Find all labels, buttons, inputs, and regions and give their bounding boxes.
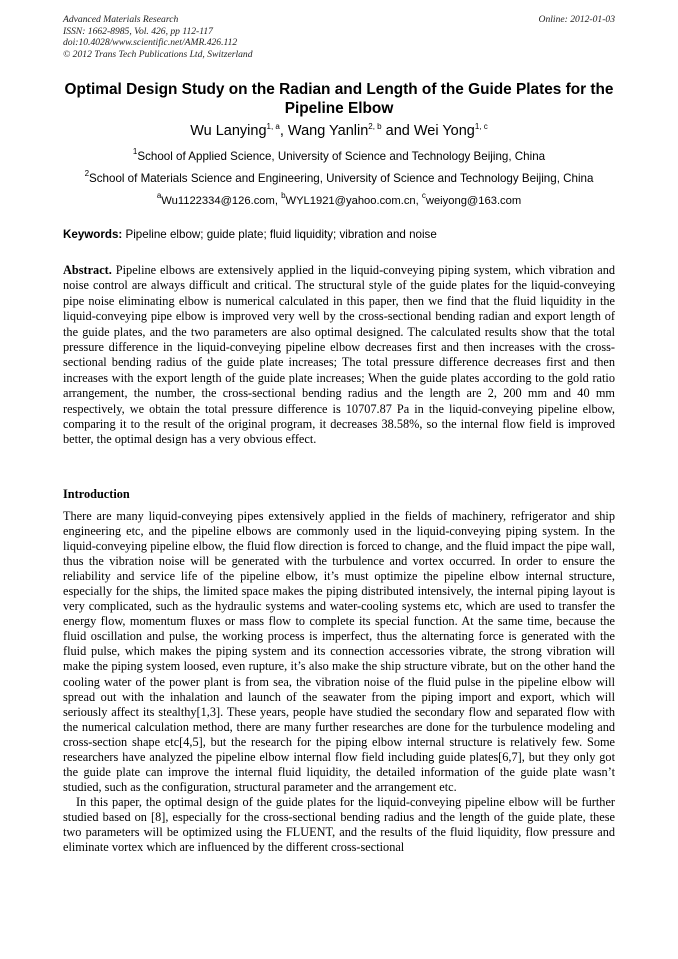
email-mark: a [156,191,162,200]
author-affiliation-mark: 1, c [474,122,488,131]
author-affiliation-mark: 2, b [368,122,382,131]
copyright-line: © 2012 Trans Tech Publications Ltd, Switzerland [63,48,253,60]
email-mark: c [421,191,426,200]
paragraph: There are many liquid-conveying pipes extensively applied in the fields of machinery, refrigerator and ship engineering etc, and the pipeline elbows are commonly used in the liquid-conveying piping system. In the liquid-conveying pipeline elbow, the fluid flow direction is forced to change, and the fluid impact the pipe wall, thus the vibration noise will be generated with the turbulence and vortex occurred. In order to ensure the reliability and service life of the pipeline elbow, it’s must optimize the pipeline elbow internal structure, especially for the ships, the limited space makes the piping distributed intensively, the internal piping layout is very complicated, such as the hydraulic systems and water-cooling systems etc, which are used to transfer the energy flow, momentum fluxes or mass flow to complete its special function. At the same time, because the fluid oscillation and pulse, the working process is imperfect, thus the alternating force is generated with the fluid pulse, which makes the piping system and its connection accessories vibrate, the strong vibration will make the piping system loosed, even rupture, it’s also make the ship structure vibrate, but on the other hand the cooling water of the power plant is from sea, the vibration noise of the fluid pulse in the pipeline elbow will spread out with the inhalation and launch of the seawater from the piping import and export, which will seriously affect its stealthy[1,3]. These years, people have studied the secondary flow and separated flow with the numerical calculation method, there are many further researches are done for the turbulence modeling and cross-section shape etc[4,5], but the research for the piping elbow internal structure is relatively few. Some researchers have analyzed the pipeline elbow internal flow field including guide plates[6,7], but they only got the guide plate can improve the internal fluid liquidity, the detailed information of the guide plate wasn’t studied, such as the configuration, structural parameter and the arrangement etc. [63,509,615,794]
paragraph: In this paper, the optimal design of the guide plates for the liquid-conveying pipeline elbow will be further studied based on [8], especially for the cross-sectional bending radius and the length of the guide plate, these two parameters will be optimized using the FLUENT, and the results of the fluid liquidity, flow pressure and eliminate vortex which are influenced by the different cross-sectional [63,794,615,855]
abstract [63,263,615,448]
author-separator: and [381,123,414,139]
affiliation-mark: 2 [84,169,90,178]
abstract-label: Abstract. [63,263,112,277]
email-address: Wu1122334@126.com, [161,195,282,207]
keywords-label: Keywords: [63,228,123,241]
author-name: Wei Yong [413,123,475,139]
author-name: Wang Yanlin [287,123,369,139]
author-separator: , [279,123,288,139]
affiliation-text: School of Materials Science and Engineering, University of Science and Technology Beijing, China [89,172,594,185]
abstract-text: Pipeline elbows are extensively applied in the liquid-conveying piping system, which vibration and noise control are always difficult and critical. The structural style of the guide plates for the liquid-conveying pipe noise eliminating elbow is numerical calculated in this paper, then we find that the fluid liquidity in the liquid-conveying pipe elbow is improved very well by the cross-sectional bending radian and export length of the guide plates, and the two parameters are also optimal designed. The calculated results show that the total pressure difference in the liquid-conveying pipeline elbow decreases first and then increases with the cross-sectional bending radius of the guide plate increases; The total pressure difference decreases first and then increases with the export length of the guide plate increases; When the guide plates according to the gold ratio arrangement, the number, the cross-sectional bending radius and the length are 2, 200 mm and 40 mm respectively, we obtain the total pressure difference is 10707.87 Pa in the liquid-conveying pipeline elbow, comparing it to the result of the original program, it decreases 38.58%, so the internal flow field is improved better, the optimal design has a very obvious effect. [63,263,615,447]
email-mark: b [281,191,286,200]
keywords [63,228,615,242]
introduction-body [63,509,615,855]
paper-title: Optimal Design Study on the Radian and Length of the Guide Plates for the Pipeline Elbow [64,81,614,117]
online-date: Online: 2012-01-03 [538,14,615,25]
affiliation-1 [0,147,678,164]
issn-line: ISSN: 1662-8985, Vol. 426, pp 112-117 [63,25,213,37]
journal-header [63,14,615,60]
keywords-text: Pipeline elbow; guide plate; fluid liquidity; vibration and noise [122,228,437,241]
section-heading-introduction: Introduction [63,487,130,501]
affiliation-2 [0,169,678,186]
email-address: WYL1921@yahoo.com.cn, [285,195,422,207]
author-list [0,122,678,140]
affiliation-mark: 1 [132,147,138,156]
author-name: Wu Lanying [190,123,267,139]
author-affiliation-mark: 1, a [266,122,280,131]
email-address: weiyong@163.com [425,195,522,207]
doi-line: doi:10.4028/www.scientific.net/AMR.426.112 [63,37,238,48]
author-emails [0,191,678,208]
affiliation-text: School of Applied Science, University of Science and Technology Beijing, China [137,150,546,163]
journal-name: Advanced Materials Research [63,14,179,25]
